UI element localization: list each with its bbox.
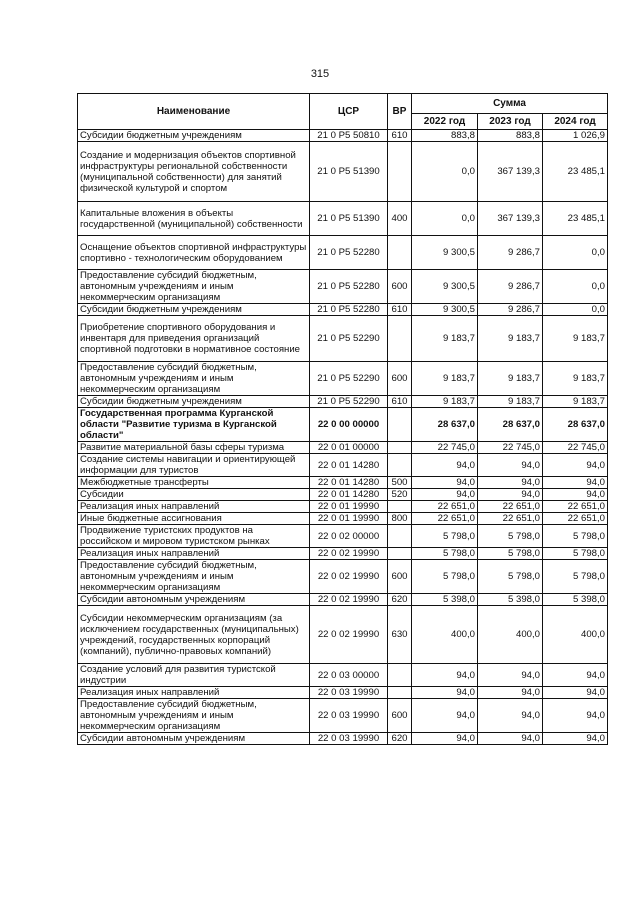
row-vr	[388, 548, 412, 560]
row-name: Субсидии	[78, 489, 310, 501]
row-csr: 22 0 03 19990	[310, 699, 388, 733]
table-header	[78, 94, 608, 130]
table-body	[78, 130, 608, 745]
row-sum-2023: 5 798,0	[478, 548, 543, 560]
row-vr: 610	[388, 130, 412, 142]
row-vr	[388, 442, 412, 454]
row-name: Продвижение туристских продуктов на российском и мировом туристском рынках	[78, 525, 310, 548]
row-vr: 610	[388, 396, 412, 408]
row-sum-2022: 9 300,5	[412, 236, 478, 270]
row-csr: 22 0 00 00000	[310, 408, 388, 442]
row-sum-2024: 94,0	[543, 687, 608, 699]
row-name: Реализация иных направлений	[78, 687, 310, 699]
row-csr: 21 0 P5 52280	[310, 270, 388, 304]
row-csr: 22 0 02 19990	[310, 594, 388, 606]
row-sum-2022: 9 183,7	[412, 396, 478, 408]
table-row	[78, 396, 608, 408]
row-csr: 21 0 P5 51390	[310, 202, 388, 236]
row-vr	[388, 454, 412, 477]
table-row	[78, 560, 608, 594]
row-sum-2023: 9 286,7	[478, 236, 543, 270]
row-sum-2022: 0,0	[412, 202, 478, 236]
table-row	[78, 270, 608, 304]
row-sum-2023: 5 798,0	[478, 560, 543, 594]
row-name: Создание условий для развития туристской индустрии	[78, 664, 310, 687]
row-csr: 21 0 P5 50810	[310, 130, 388, 142]
row-vr: 500	[388, 477, 412, 489]
row-sum-2023: 94,0	[478, 699, 543, 733]
row-sum-2024: 22 745,0	[543, 442, 608, 454]
row-sum-2024: 94,0	[543, 733, 608, 745]
row-sum-2024: 94,0	[543, 699, 608, 733]
row-sum-2022: 9 300,5	[412, 304, 478, 316]
table-row	[78, 606, 608, 664]
row-csr: 22 0 02 19990	[310, 560, 388, 594]
row-sum-2022: 9 300,5	[412, 270, 478, 304]
row-vr: 400	[388, 202, 412, 236]
table-row	[78, 664, 608, 687]
row-sum-2023: 94,0	[478, 687, 543, 699]
row-sum-2022: 5 798,0	[412, 525, 478, 548]
row-sum-2022: 94,0	[412, 477, 478, 489]
row-sum-2022: 9 183,7	[412, 362, 478, 396]
table-row	[78, 699, 608, 733]
table-row	[78, 548, 608, 560]
header-year-2023: 2023 год	[478, 114, 543, 130]
row-name: Субсидии автономным учреждениям	[78, 733, 310, 745]
row-sum-2024: 0,0	[543, 304, 608, 316]
header-year-2024: 2024 год	[543, 114, 608, 130]
row-csr: 21 0 P5 52290	[310, 362, 388, 396]
row-sum-2024: 0,0	[543, 270, 608, 304]
row-sum-2024: 22 651,0	[543, 501, 608, 513]
row-sum-2023: 367 139,3	[478, 142, 543, 202]
table-row	[78, 362, 608, 396]
row-sum-2024: 94,0	[543, 489, 608, 501]
table-row	[78, 142, 608, 202]
header-name: Наименование	[78, 94, 310, 130]
row-sum-2024: 23 485,1	[543, 142, 608, 202]
row-sum-2023: 5 398,0	[478, 594, 543, 606]
row-sum-2024: 9 183,7	[543, 316, 608, 362]
row-vr	[388, 236, 412, 270]
row-sum-2023: 367 139,3	[478, 202, 543, 236]
row-vr: 800	[388, 513, 412, 525]
row-csr: 21 0 P5 52280	[310, 236, 388, 270]
row-sum-2023: 22 651,0	[478, 501, 543, 513]
row-csr: 22 0 01 19990	[310, 501, 388, 513]
row-sum-2023: 883,8	[478, 130, 543, 142]
row-sum-2024: 0,0	[543, 236, 608, 270]
row-name: Реализация иных направлений	[78, 501, 310, 513]
row-sum-2024: 94,0	[543, 454, 608, 477]
row-sum-2022: 94,0	[412, 733, 478, 745]
row-sum-2022: 28 637,0	[412, 408, 478, 442]
row-name: Иные бюджетные ассигнования	[78, 513, 310, 525]
row-vr	[388, 664, 412, 687]
header-vr: ВР	[388, 94, 412, 130]
row-vr: 630	[388, 606, 412, 664]
table-row	[78, 594, 608, 606]
row-csr: 22 0 03 19990	[310, 733, 388, 745]
table-row	[78, 477, 608, 489]
row-sum-2024: 1 026,9	[543, 130, 608, 142]
table-row	[78, 408, 608, 442]
table-row	[78, 236, 608, 270]
row-sum-2023: 9 183,7	[478, 362, 543, 396]
row-sum-2022: 94,0	[412, 699, 478, 733]
budget-table	[77, 93, 608, 745]
row-sum-2024: 5 798,0	[543, 525, 608, 548]
row-sum-2022: 94,0	[412, 687, 478, 699]
row-sum-2024: 22 651,0	[543, 513, 608, 525]
row-vr	[388, 316, 412, 362]
row-sum-2022: 22 745,0	[412, 442, 478, 454]
row-csr: 22 0 02 19990	[310, 548, 388, 560]
row-sum-2022: 400,0	[412, 606, 478, 664]
row-name: Приобретение спортивного оборудования и инвентаря для приведения организаций спортивной подготовки в нормативное состояние	[78, 316, 310, 362]
row-name: Субсидии бюджетным учреждениям	[78, 396, 310, 408]
row-sum-2023: 9 183,7	[478, 396, 543, 408]
row-sum-2022: 94,0	[412, 664, 478, 687]
row-vr	[388, 142, 412, 202]
row-name: Межбюджетные трансферты	[78, 477, 310, 489]
row-sum-2023: 94,0	[478, 454, 543, 477]
row-sum-2022: 94,0	[412, 489, 478, 501]
page-number: 315	[310, 68, 330, 80]
row-sum-2023: 9 286,7	[478, 270, 543, 304]
row-csr: 22 0 01 19990	[310, 513, 388, 525]
table-row	[78, 501, 608, 513]
row-csr: 21 0 P5 52290	[310, 396, 388, 408]
row-name: Развитие материальной базы сферы туризма	[78, 442, 310, 454]
table-row	[78, 489, 608, 501]
header-csr: ЦСР	[310, 94, 388, 130]
table-row	[78, 316, 608, 362]
row-sum-2024: 5 798,0	[543, 560, 608, 594]
row-sum-2023: 94,0	[478, 489, 543, 501]
row-csr: 21 0 P5 51390	[310, 142, 388, 202]
row-name: Предоставление субсидий бюджетным, автономным учреждениям и иным некоммерческим организациям	[78, 270, 310, 304]
row-vr	[388, 408, 412, 442]
row-name: Субсидии автономным учреждениям	[78, 594, 310, 606]
row-sum-2022: 5 398,0	[412, 594, 478, 606]
row-sum-2022: 94,0	[412, 454, 478, 477]
row-sum-2023: 400,0	[478, 606, 543, 664]
row-vr	[388, 687, 412, 699]
row-name: Государственная программа Курганской области "Развитие туризма в Курганской области"	[78, 408, 310, 442]
row-sum-2022: 0,0	[412, 142, 478, 202]
header-sum: Сумма	[412, 94, 608, 114]
row-csr: 22 0 01 00000	[310, 442, 388, 454]
row-sum-2023: 22 745,0	[478, 442, 543, 454]
row-sum-2022: 5 798,0	[412, 560, 478, 594]
row-vr: 620	[388, 733, 412, 745]
row-name: Субсидии бюджетным учреждениям	[78, 304, 310, 316]
table-row	[78, 130, 608, 142]
row-name: Капитальные вложения в объекты государственной (муниципальной) собственности	[78, 202, 310, 236]
row-sum-2023: 94,0	[478, 733, 543, 745]
row-csr: 22 0 03 19990	[310, 687, 388, 699]
header-year-2022: 2022 год	[412, 114, 478, 130]
row-name: Создание и модернизация объектов спортивной инфраструктуры региональной собственности (муниципальной собственности) для занятий физической культурой и спортом	[78, 142, 310, 202]
row-sum-2024: 28 637,0	[543, 408, 608, 442]
row-sum-2023: 28 637,0	[478, 408, 543, 442]
row-sum-2024: 9 183,7	[543, 362, 608, 396]
row-sum-2022: 5 798,0	[412, 548, 478, 560]
table-row	[78, 687, 608, 699]
row-vr: 600	[388, 270, 412, 304]
row-vr: 620	[388, 594, 412, 606]
table-row	[78, 202, 608, 236]
row-csr: 21 0 P5 52290	[310, 316, 388, 362]
row-sum-2022: 9 183,7	[412, 316, 478, 362]
row-sum-2024: 5 398,0	[543, 594, 608, 606]
row-sum-2023: 94,0	[478, 477, 543, 489]
row-csr: 21 0 P5 52280	[310, 304, 388, 316]
table-row	[78, 513, 608, 525]
row-name: Субсидии некоммерческим организациям (за исключением государственных (муниципальных) учреждений, государственных корпораций (компаний), публично-правовых компаний)	[78, 606, 310, 664]
row-vr	[388, 525, 412, 548]
row-vr: 610	[388, 304, 412, 316]
row-sum-2024: 23 485,1	[543, 202, 608, 236]
row-csr: 22 0 02 19990	[310, 606, 388, 664]
row-csr: 22 0 01 14280	[310, 454, 388, 477]
row-name: Субсидии бюджетным учреждениям	[78, 130, 310, 142]
row-name: Реализация иных направлений	[78, 548, 310, 560]
row-csr: 22 0 02 00000	[310, 525, 388, 548]
row-sum-2023: 22 651,0	[478, 513, 543, 525]
row-name: Предоставление субсидий бюджетным, автономным учреждениям и иным некоммерческим организациям	[78, 560, 310, 594]
row-sum-2024: 400,0	[543, 606, 608, 664]
row-sum-2023: 9 286,7	[478, 304, 543, 316]
table-row	[78, 442, 608, 454]
row-sum-2024: 94,0	[543, 664, 608, 687]
row-sum-2024: 5 798,0	[543, 548, 608, 560]
row-sum-2024: 94,0	[543, 477, 608, 489]
table-row	[78, 304, 608, 316]
row-sum-2024: 9 183,7	[543, 396, 608, 408]
table-row	[78, 733, 608, 745]
row-vr: 600	[388, 362, 412, 396]
row-sum-2022: 22 651,0	[412, 501, 478, 513]
row-vr	[388, 501, 412, 513]
row-name: Предоставление субсидий бюджетным, автономным учреждениям и иным некоммерческим организациям	[78, 699, 310, 733]
row-sum-2022: 22 651,0	[412, 513, 478, 525]
row-sum-2023: 9 183,7	[478, 316, 543, 362]
row-csr: 22 0 01 14280	[310, 489, 388, 501]
table-row	[78, 525, 608, 548]
row-sum-2023: 5 798,0	[478, 525, 543, 548]
row-vr: 520	[388, 489, 412, 501]
row-sum-2023: 94,0	[478, 664, 543, 687]
table-row	[78, 454, 608, 477]
row-name: Предоставление субсидий бюджетным, автономным учреждениям и иным некоммерческим организациям	[78, 362, 310, 396]
row-csr: 22 0 01 14280	[310, 477, 388, 489]
row-csr: 22 0 03 00000	[310, 664, 388, 687]
row-vr: 600	[388, 699, 412, 733]
row-name: Оснащение объектов спортивной инфраструктуры спортивно - технологическим оборудованием	[78, 236, 310, 270]
row-vr: 600	[388, 560, 412, 594]
row-sum-2022: 883,8	[412, 130, 478, 142]
row-name: Создание системы навигации и ориентирующей информации для туристов	[78, 454, 310, 477]
